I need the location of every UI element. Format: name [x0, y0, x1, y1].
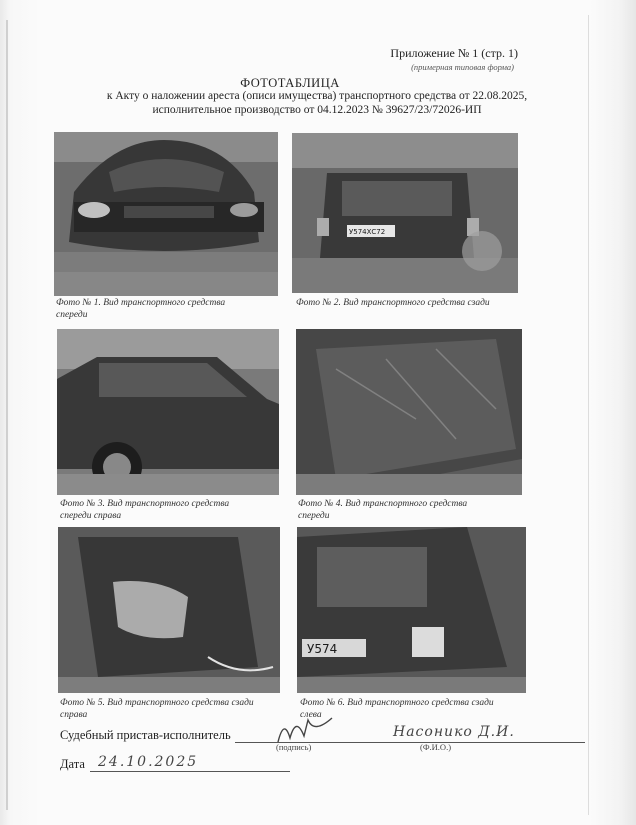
document-subtitle-line-2: исполнительное производство от 04.12.2023 № 39627/23/72026-ИП	[152, 104, 482, 116]
handwritten-date: 24.10.2025	[98, 754, 199, 770]
photo-1-caption-line-2: спереди	[56, 310, 88, 320]
scan-edge-right	[588, 15, 589, 815]
name-hint: (Ф.И.О.)	[420, 742, 452, 752]
photo-5-caption	[60, 697, 300, 721]
photo-6-caption-line-1: Фото № 6. Вид транспортного средства сзади	[300, 698, 494, 708]
date-label: Дата	[60, 757, 85, 771]
photo-6-rear-left-view	[297, 527, 526, 693]
date-row	[60, 754, 300, 777]
scan-edge-left	[6, 20, 8, 810]
photo-1-front-view	[54, 132, 278, 296]
bailiff-label: Судебный пристав-исполнитель	[60, 728, 231, 742]
photo-3-caption	[60, 498, 290, 522]
document-title: ФОТОТАБЛИЦА	[240, 76, 340, 90]
appendix-label: Приложение № 1 (стр. 1)	[390, 46, 518, 60]
photo-1-caption-line-1: Фото № 1. Вид транспортного средства	[56, 298, 226, 308]
photo-3-caption-line-2: спереди справа	[60, 511, 122, 521]
photo-2-rear-view	[292, 133, 518, 293]
photo-5-rear-right-view	[58, 527, 280, 693]
date-line	[90, 771, 290, 772]
signature-hint: (подпись)	[276, 742, 312, 752]
photo-4-caption-line-1: Фото № 4. Вид транспортного средства	[298, 499, 468, 509]
photo-2-caption-line-1: Фото № 2. Вид транспортного средства сзади	[296, 298, 490, 308]
photo-3-front-right-view	[57, 329, 279, 495]
photo-4-front-view	[296, 329, 522, 495]
handwritten-name: Насонико Д.И.	[393, 724, 515, 740]
photo-2-caption	[296, 297, 536, 309]
photo-6-plate-text: У574	[307, 642, 338, 656]
photo-3-caption-line-1: Фото № 3. Вид транспортного средства	[60, 499, 230, 509]
photo-4-caption-line-2: спереди	[298, 511, 330, 521]
photo-2-plate-text: У574ХС72	[349, 228, 386, 236]
document-subtitle-line-1: к Акту о наложении ареста (описи имущества) транспортного средства от 22.08.2025,	[106, 90, 528, 102]
photo-6-caption-line-2: слева	[300, 710, 322, 720]
photo-5-caption-line-1: Фото № 5. Вид транспортного средства сзади	[60, 698, 254, 708]
appendix-note: (примерная типовая форма)	[411, 62, 514, 72]
photo-5-caption-line-2: справа	[60, 710, 88, 720]
photo-1-caption	[56, 297, 286, 321]
photo-4-caption	[298, 498, 528, 522]
